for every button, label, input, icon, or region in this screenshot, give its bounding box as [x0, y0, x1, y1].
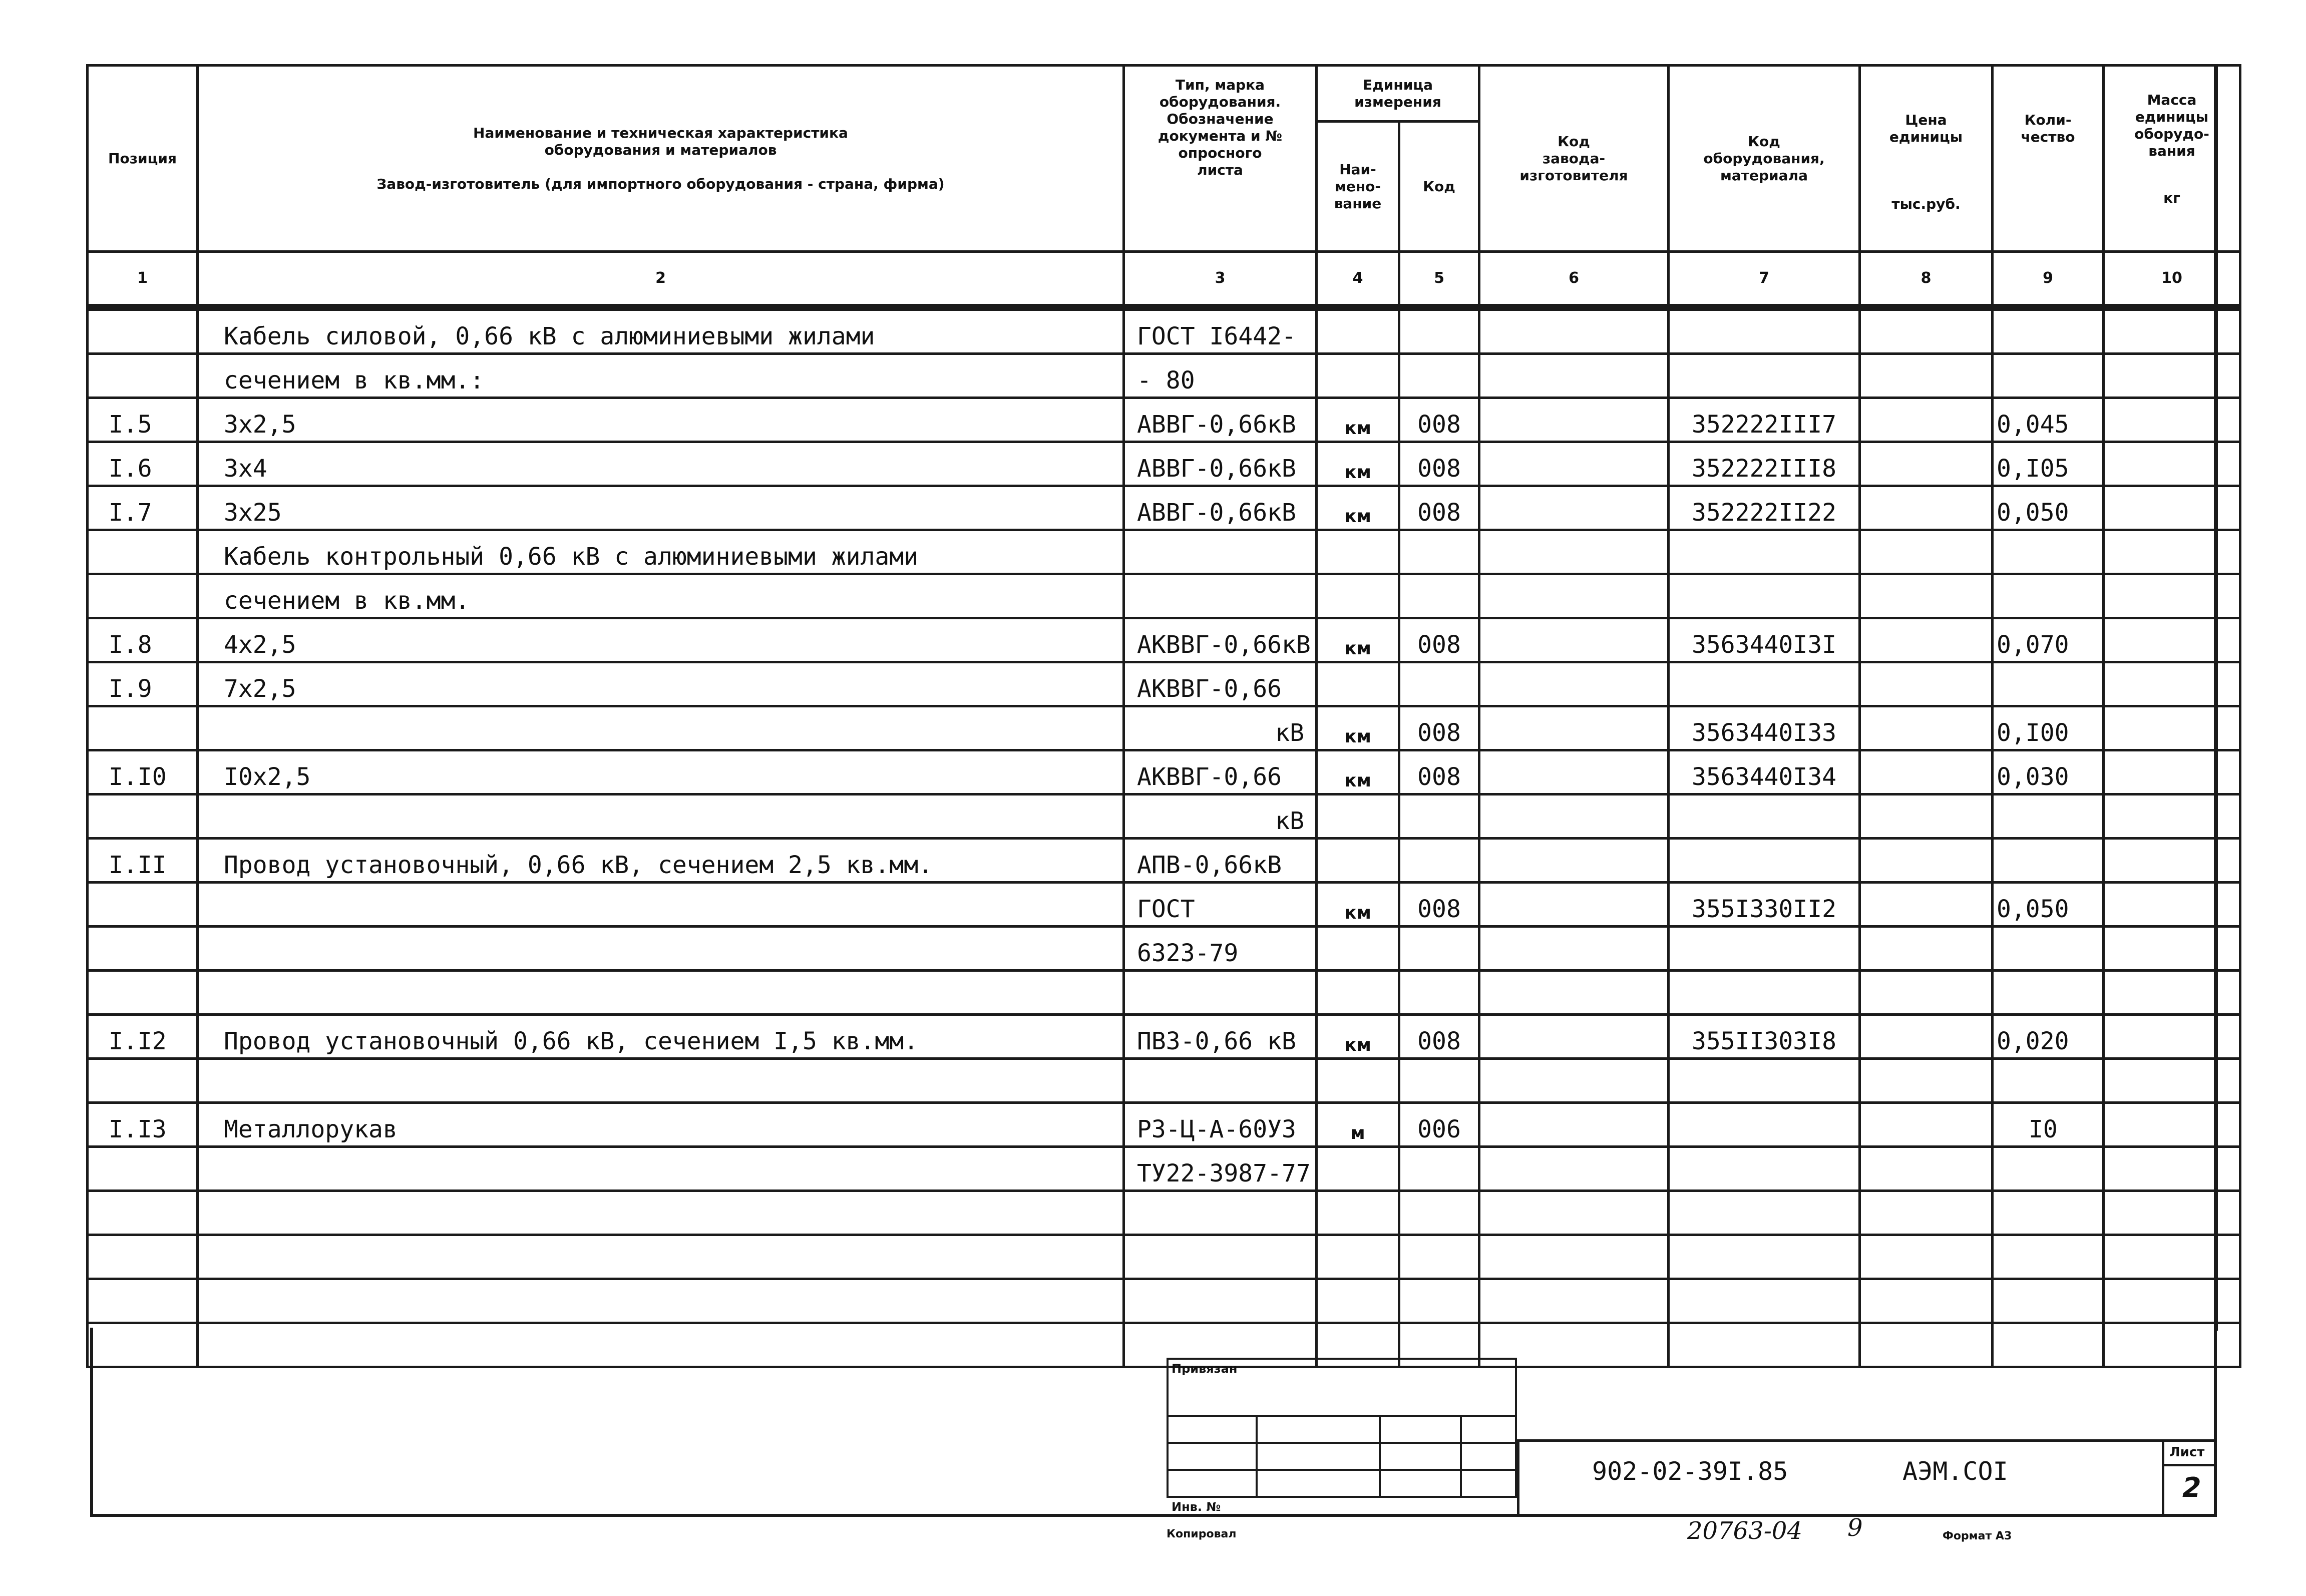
maker-code-cell [1479, 1279, 1669, 1323]
maker-code-cell [1479, 1147, 1669, 1191]
position-cell [88, 1235, 198, 1279]
unit-code-cell [1399, 1059, 1479, 1103]
name-cell [198, 706, 1124, 750]
material-code-cell [1669, 354, 1860, 398]
column-number: 7 [1669, 252, 1860, 308]
unit-name-cell [1317, 971, 1399, 1015]
unit-code-cell: 008 [1399, 618, 1479, 662]
position-cell: I.5 [88, 398, 198, 442]
quantity-cell: 0,030 [1993, 750, 2104, 794]
price-cell [1860, 750, 1993, 794]
price-cell [1860, 1103, 1993, 1147]
position-cell: I.II [88, 839, 198, 883]
type-cell: ГОСТ [1124, 883, 1317, 927]
name-cell: Кабель контрольный 0,66 кВ с алюминиевыми жилами [198, 530, 1124, 574]
material-code-cell [1669, 1279, 1860, 1323]
table-row [88, 883, 2240, 927]
title-block-grid [1167, 1358, 1517, 1498]
quantity-cell [1993, 794, 2104, 839]
name-cell: I0х2,5 [198, 750, 1124, 794]
position-cell [88, 530, 198, 574]
price-cell [1860, 1279, 1993, 1323]
type-cell: АКВВГ-0,66 [1124, 750, 1317, 794]
table-row [88, 1103, 2240, 1147]
position-cell: I.6 [88, 442, 198, 486]
price-cell [1860, 883, 1993, 927]
table-row [88, 794, 2240, 839]
unit-code-cell [1399, 971, 1479, 1015]
unit-code-cell [1399, 1235, 1479, 1279]
material-code-cell [1669, 794, 1860, 839]
material-code-cell [1669, 574, 1860, 618]
name-cell [198, 971, 1124, 1015]
column-number: 6 [1479, 252, 1669, 308]
name-cell [198, 794, 1124, 839]
price-cell [1860, 398, 1993, 442]
material-code-cell: 352222III7 [1669, 398, 1860, 442]
price-cell [1860, 530, 1993, 574]
type-cell: ПВ3-0,66 кВ [1124, 1015, 1317, 1059]
header-unit-code: Код [1399, 122, 1479, 252]
price-cell [1860, 927, 1993, 971]
column-number: 5 [1399, 252, 1479, 308]
table-row [88, 706, 2240, 750]
table-row [88, 971, 2240, 1015]
type-cell [1124, 530, 1317, 574]
attached-label: Привязан [1172, 1362, 1238, 1376]
name-cell [198, 1235, 1124, 1279]
table-row [88, 530, 2240, 574]
maker-code-cell [1479, 486, 1669, 530]
specification-table [86, 64, 2241, 1368]
price-cell [1860, 1059, 1993, 1103]
name-cell: Металлорукав [198, 1103, 1124, 1147]
mass-cell [2104, 1279, 2240, 1323]
quantity-cell: 0,I05 [1993, 442, 2104, 486]
format-label: Формат А3 [1943, 1530, 2012, 1542]
type-cell: АВВГ-0,66кВ [1124, 442, 1317, 486]
unit-code-cell: 008 [1399, 1015, 1479, 1059]
mass-cell [2104, 1015, 2240, 1059]
material-code-cell: 3563440I33 [1669, 706, 1860, 750]
mass-cell [2104, 354, 2240, 398]
material-code-cell [1669, 927, 1860, 971]
unit-name-cell [1317, 574, 1399, 618]
maker-code-cell [1479, 971, 1669, 1015]
maker-code-cell [1479, 530, 1669, 574]
column-number: 2 [198, 252, 1124, 308]
position-cell: I.7 [88, 486, 198, 530]
maker-code-cell [1479, 927, 1669, 971]
mass-cell [2104, 1103, 2240, 1147]
quantity-cell: 0,I00 [1993, 706, 2104, 750]
document-code: 902-02-39I.85 [1592, 1457, 1788, 1486]
table-row [88, 839, 2240, 883]
type-cell [1124, 971, 1317, 1015]
price-cell [1860, 307, 1993, 354]
copied-label: Копировал [1167, 1528, 1237, 1540]
unit-code-cell: 008 [1399, 750, 1479, 794]
mass-cell [2104, 574, 2240, 618]
mass-cell [2104, 530, 2240, 574]
name-cell: 3х25 [198, 486, 1124, 530]
table-body [88, 307, 2240, 1367]
unit-name-cell [1317, 1279, 1399, 1323]
name-cell: Провод установочный 0,66 кВ, сечением I,5 кв.мм. [198, 1015, 1124, 1059]
unit-name-cell [1317, 1059, 1399, 1103]
price-cell [1860, 618, 1993, 662]
name-cell: сечением в кв.мм. [198, 574, 1124, 618]
unit-code-cell: 006 [1399, 1103, 1479, 1147]
unit-code-cell [1399, 1191, 1479, 1235]
unit-name-cell [1317, 1235, 1399, 1279]
quantity-cell [1993, 1279, 2104, 1323]
header-mass: Масса единицы оборудо- вания кг [2104, 66, 2240, 252]
unit-name-cell [1317, 354, 1399, 398]
unit-code-cell [1399, 1279, 1479, 1323]
price-cell [1860, 486, 1993, 530]
unit-name-cell: м [1317, 1103, 1399, 1147]
quantity-cell [1993, 1235, 2104, 1279]
name-cell: 3х4 [198, 442, 1124, 486]
document-mark: АЭМ.СОI [1902, 1457, 2008, 1486]
maker-code-cell [1479, 574, 1669, 618]
column-number: 10 [2104, 252, 2240, 308]
material-code-cell [1669, 971, 1860, 1015]
name-cell [198, 1147, 1124, 1191]
mass-cell [2104, 307, 2240, 354]
name-cell [198, 1191, 1124, 1235]
material-code-cell: 355II303I8 [1669, 1015, 1860, 1059]
maker-code-cell [1479, 442, 1669, 486]
position-cell [88, 307, 198, 354]
price-cell [1860, 1015, 1993, 1059]
mass-cell [2104, 618, 2240, 662]
type-cell: ТУ22-3987-77 [1124, 1147, 1317, 1191]
column-number: 3 [1124, 252, 1317, 308]
unit-code-cell: 008 [1399, 883, 1479, 927]
price-cell [1860, 839, 1993, 883]
unit-code-cell: 008 [1399, 486, 1479, 530]
unit-code-cell [1399, 307, 1479, 354]
unit-code-cell: 008 [1399, 398, 1479, 442]
material-code-cell [1669, 530, 1860, 574]
unit-name-cell [1317, 794, 1399, 839]
unit-name-cell [1317, 307, 1399, 354]
type-cell: АПВ-0,66кВ [1124, 839, 1317, 883]
table-row [88, 574, 2240, 618]
position-cell [88, 927, 198, 971]
column-number: 1 [88, 252, 198, 308]
unit-name-cell [1317, 927, 1399, 971]
position-cell [88, 1059, 198, 1103]
quantity-cell [1993, 307, 2104, 354]
type-cell: ГОСТ I6442- [1124, 307, 1317, 354]
price-cell [1860, 662, 1993, 706]
mass-cell [2104, 927, 2240, 971]
unit-code-cell [1399, 1147, 1479, 1191]
unit-name-cell [1317, 530, 1399, 574]
unit-code-cell: 008 [1399, 442, 1479, 486]
header-quantity: Коли- чество [1993, 66, 2104, 252]
sheet-divider [2164, 1464, 2217, 1466]
name-cell: сечением в кв.мм.: [198, 354, 1124, 398]
maker-code-cell [1479, 883, 1669, 927]
material-code-cell [1669, 839, 1860, 883]
table-row [88, 927, 2240, 971]
header-price: Цена единицы тыс.руб. [1860, 66, 1993, 252]
header-unit-group: Единица измерения [1317, 66, 1479, 122]
header-material-code: Код оборудования, материала [1669, 66, 1860, 252]
type-cell [1124, 1279, 1317, 1323]
quantity-cell: I0 [1993, 1103, 2104, 1147]
unit-code-cell: 008 [1399, 706, 1479, 750]
unit-name-cell [1317, 839, 1399, 883]
quantity-cell [1993, 971, 2104, 1015]
header-maker-code: Код завода- изготовителя [1479, 66, 1669, 252]
name-cell [198, 883, 1124, 927]
unit-name-cell [1317, 662, 1399, 706]
header-name: Наименование и техническая характеристика оборудования и материалов Завод-изготовитель (для импортного оборудования - страна, фирма) [198, 66, 1124, 252]
quantity-cell: 0,070 [1993, 618, 2104, 662]
mass-cell [2104, 839, 2240, 883]
table-row [88, 1191, 2240, 1235]
unit-name-cell: км [1317, 398, 1399, 442]
material-code-cell [1669, 1059, 1860, 1103]
maker-code-cell [1479, 1103, 1669, 1147]
price-cell [1860, 971, 1993, 1015]
mass-cell [2104, 971, 2240, 1015]
maker-code-cell [1479, 839, 1669, 883]
name-cell [198, 1059, 1124, 1103]
table-row [88, 307, 2240, 354]
column-number-row [88, 252, 2240, 308]
name-cell: 3х2,5 [198, 398, 1124, 442]
frame-right-border [2214, 64, 2218, 1331]
quantity-cell [1993, 354, 2104, 398]
price-cell [1860, 354, 1993, 398]
unit-name-cell: км [1317, 442, 1399, 486]
quantity-cell: 0,050 [1993, 883, 2104, 927]
unit-name-cell [1317, 1147, 1399, 1191]
unit-name-cell [1317, 1191, 1399, 1235]
type-cell: АКВВГ-0,66кВ [1124, 618, 1317, 662]
price-cell [1860, 442, 1993, 486]
position-cell [88, 1147, 198, 1191]
column-number: 4 [1317, 252, 1399, 308]
header-unit-name: Наи- мено- вание [1317, 122, 1399, 252]
column-number: 8 [1860, 252, 1993, 308]
maker-code-cell [1479, 750, 1669, 794]
unit-code-cell [1399, 839, 1479, 883]
material-code-cell: 3563440I34 [1669, 750, 1860, 794]
table-row [88, 618, 2240, 662]
position-cell [88, 1191, 198, 1235]
sheet-number: 2 [2182, 1472, 2201, 1503]
name-cell: 4х2,5 [198, 618, 1124, 662]
material-code-cell: 3563440I3I [1669, 618, 1860, 662]
type-cell: Р3-Ц-А-60У3 [1124, 1103, 1317, 1147]
mass-cell [2104, 1059, 2240, 1103]
unit-code-cell [1399, 662, 1479, 706]
name-cell: Провод установочный, 0,66 кВ, сечением 2,5 кв.мм. [198, 839, 1124, 883]
maker-code-cell [1479, 354, 1669, 398]
table-header [88, 66, 2240, 308]
table-row [88, 1279, 2240, 1323]
maker-code-cell [1479, 794, 1669, 839]
name-cell: Кабель силовой, 0,66 кВ с алюминиевыми жилами [198, 307, 1124, 354]
maker-code-cell [1479, 1015, 1669, 1059]
type-cell [1124, 574, 1317, 618]
table-row [88, 1015, 2240, 1059]
position-cell [88, 354, 198, 398]
material-code-cell [1669, 662, 1860, 706]
position-cell [88, 574, 198, 618]
position-cell: I.8 [88, 618, 198, 662]
position-cell: I.9 [88, 662, 198, 706]
position-cell [88, 883, 198, 927]
table-row [88, 1147, 2240, 1191]
mass-cell [2104, 1235, 2240, 1279]
position-cell [88, 706, 198, 750]
table-row [88, 662, 2240, 706]
mass-cell [2104, 442, 2240, 486]
mass-cell [2104, 398, 2240, 442]
table-row [88, 1059, 2240, 1103]
name-cell [198, 1279, 1124, 1323]
price-cell [1860, 706, 1993, 750]
mass-cell [2104, 706, 2240, 750]
type-cell: АВВГ-0,66кВ [1124, 486, 1317, 530]
table-row [88, 1235, 2240, 1279]
type-cell: 6323-79 [1124, 927, 1317, 971]
price-cell [1860, 794, 1993, 839]
material-code-cell [1669, 1103, 1860, 1147]
unit-name-cell: км [1317, 883, 1399, 927]
mass-cell [2104, 750, 2240, 794]
position-cell [88, 794, 198, 839]
table-row [88, 486, 2240, 530]
quantity-cell [1993, 1147, 2104, 1191]
unit-name-cell: км [1317, 618, 1399, 662]
unit-code-cell [1399, 927, 1479, 971]
price-cell [1860, 574, 1993, 618]
maker-code-cell [1479, 1235, 1669, 1279]
table-row [88, 354, 2240, 398]
material-code-cell: 355I330II2 [1669, 883, 1860, 927]
type-cell: - 80 [1124, 354, 1317, 398]
column-number: 9 [1993, 252, 2104, 308]
quantity-cell [1993, 530, 2104, 574]
header-type: Тип, марка оборудования. Обозначение документа и № опросного листа [1124, 66, 1317, 252]
maker-code-cell [1479, 662, 1669, 706]
unit-name-cell: км [1317, 1015, 1399, 1059]
mass-cell [2104, 1147, 2240, 1191]
handwritten-number: 20763-04 [1687, 1517, 1802, 1545]
quantity-cell [1993, 1059, 2104, 1103]
unit-name-cell: км [1317, 706, 1399, 750]
material-code-cell: 352222II22 [1669, 486, 1860, 530]
material-code-cell [1669, 307, 1860, 354]
maker-code-cell [1479, 618, 1669, 662]
material-code-cell: 352222III8 [1669, 442, 1860, 486]
inventory-label: Инв. № [1172, 1500, 1221, 1514]
type-cell: кВ [1124, 794, 1317, 839]
type-cell [1124, 1059, 1317, 1103]
table-row [88, 750, 2240, 794]
mass-cell [2104, 662, 2240, 706]
type-cell: АВВГ-0,66кВ [1124, 398, 1317, 442]
table-row [88, 398, 2240, 442]
material-code-cell [1669, 1235, 1860, 1279]
maker-code-cell [1479, 1191, 1669, 1235]
unit-name-cell: км [1317, 750, 1399, 794]
quantity-cell [1993, 662, 2104, 706]
mass-cell [2104, 794, 2240, 839]
type-cell: кВ [1124, 706, 1317, 750]
mass-cell [2104, 486, 2240, 530]
mass-cell [2104, 1191, 2240, 1235]
material-code-cell [1669, 1191, 1860, 1235]
quantity-cell [1993, 839, 2104, 883]
maker-code-cell [1479, 706, 1669, 750]
unit-code-cell [1399, 794, 1479, 839]
unit-code-cell [1399, 530, 1479, 574]
quantity-cell [1993, 574, 2104, 618]
sheet-number-box [2162, 1442, 2217, 1517]
mass-cell [2104, 883, 2240, 927]
maker-code-cell [1479, 307, 1669, 354]
position-cell: I.I3 [88, 1103, 198, 1147]
name-cell [198, 927, 1124, 971]
price-cell [1860, 1191, 1993, 1235]
position-cell [88, 1279, 198, 1323]
maker-code-cell [1479, 398, 1669, 442]
price-cell [1860, 1147, 1993, 1191]
sheet-label: Лист [2169, 1445, 2205, 1460]
name-cell: 7х2,5 [198, 662, 1124, 706]
unit-code-cell [1399, 574, 1479, 618]
type-cell [1124, 1235, 1317, 1279]
unit-name-cell: км [1317, 486, 1399, 530]
type-cell [1124, 1191, 1317, 1235]
material-code-cell [1669, 1147, 1860, 1191]
maker-code-cell [1479, 1059, 1669, 1103]
quantity-cell [1993, 927, 2104, 971]
quantity-cell: 0,045 [1993, 398, 2104, 442]
header-position: Позиция [88, 66, 198, 252]
unit-code-cell [1399, 354, 1479, 398]
type-cell: АКВВГ-0,66 [1124, 662, 1317, 706]
handwritten-sheet: 9 [1847, 1514, 1863, 1542]
quantity-cell: 0,020 [1993, 1015, 2104, 1059]
quantity-cell [1993, 1191, 2104, 1235]
position-cell: I.I0 [88, 750, 198, 794]
price-cell [1860, 1235, 1993, 1279]
table-row [88, 442, 2240, 486]
quantity-cell: 0,050 [1993, 486, 2104, 530]
position-cell: I.I2 [88, 1015, 198, 1059]
position-cell [88, 971, 198, 1015]
